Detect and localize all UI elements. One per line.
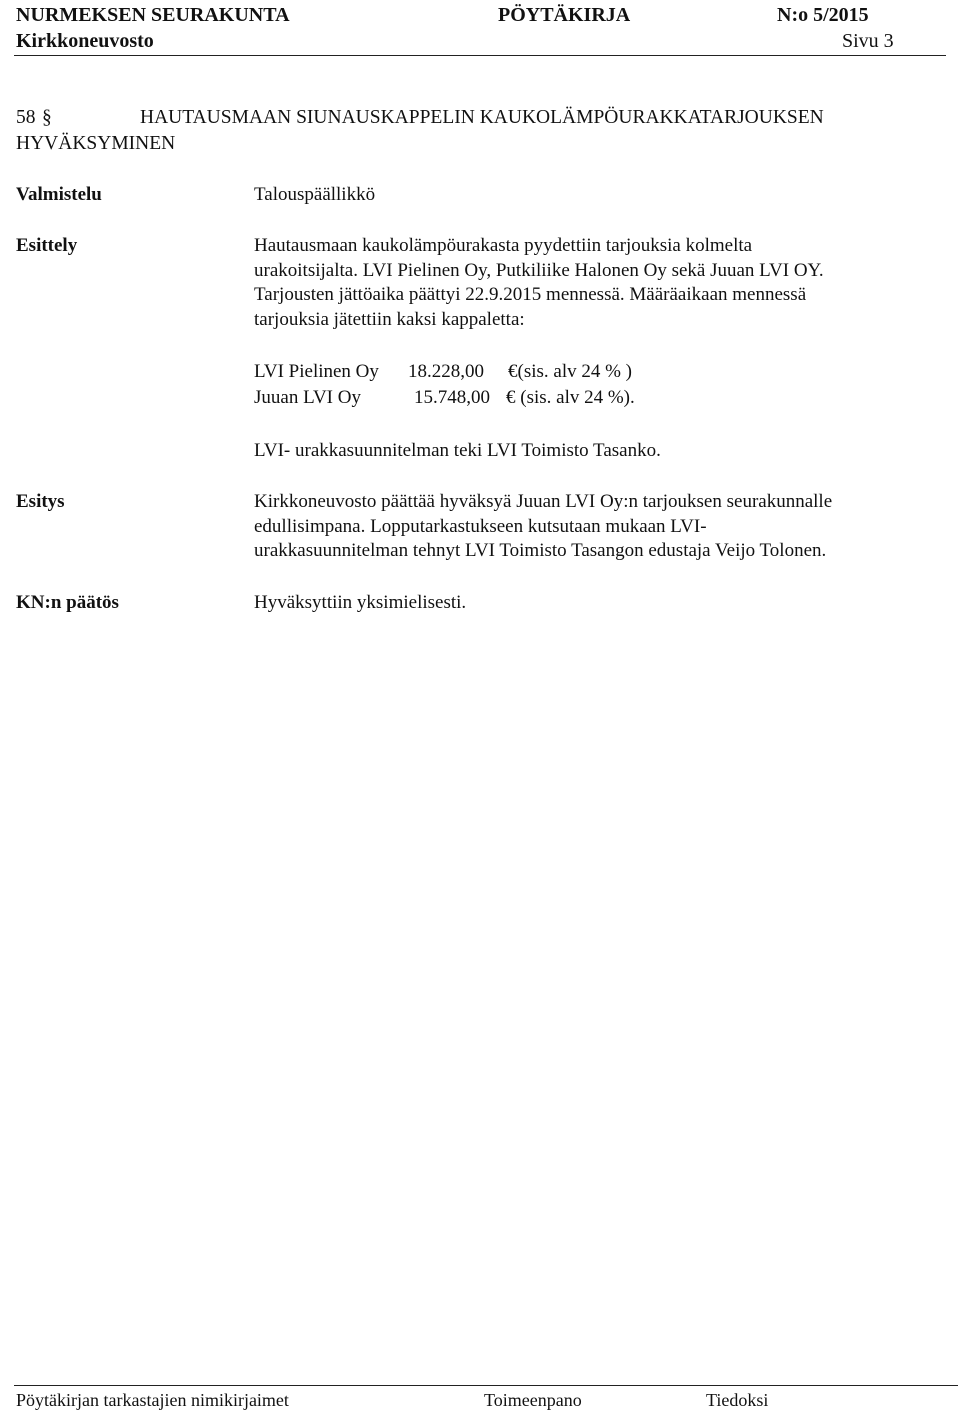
esittely-line-2: urakoitsijalta. LVI Pielinen Oy, Putkiliike Halonen Oy sekä Juuan LVI OY. [254, 259, 824, 281]
paatos-text: Hyväksyttiin yksimielisesti. [254, 592, 467, 613]
bid-2-amount: 15.748,00 [414, 387, 490, 408]
header-divider [14, 55, 946, 56]
footer-implementation: Toimeenpano [484, 1390, 582, 1410]
footer-signatures: Pöytäkirjan tarkastajien nimikirjaimet [16, 1390, 289, 1410]
section-title-line-2: HYVÄKSYMINEN [16, 133, 176, 154]
section-title-line-1: HAUTAUSMAAN SIUNAUSKAPPELIN KAUKOLÄMPÖURAKKATARJOUKSEN [140, 107, 824, 128]
esittely-line-1: Hautausmaan kaukolämpöurakasta pyydettiin tarjouksia kolmelta [254, 235, 753, 256]
esittely-line-3: Tarjousten jättöaika päättyi 22.9.2015 mennessä. Määräaikaan mennessä [254, 284, 807, 305]
esittely-label: Esittely [16, 235, 78, 256]
bid-2-vat: € (sis. alv 24 %). [506, 387, 635, 408]
esitys-line-3: urakkasuunnitelman tehnyt LVI Toimisto Tasangon edustaja Veijo Tolonen. [254, 540, 827, 561]
bid-2-name: Juuan LVI Oy [254, 387, 361, 408]
bid-1-name: LVI Pielinen Oy [254, 361, 379, 382]
section-sign: § [42, 107, 52, 128]
esittely-note: LVI- urakkasuunnitelman teki LVI Toimisto Tasanko. [254, 440, 661, 461]
esitys-line-1: Kirkkoneuvosto päättää hyväksyä Juuan LVI Oy:n tarjouksen seurakunnalle [254, 491, 833, 512]
bid-1-amount: 18.228,00 [408, 361, 484, 382]
section-number: 58 [16, 107, 36, 128]
header-doc-type: PÖYTÄKIRJA [498, 4, 631, 26]
bid-1-vat: €(sis. alv 24 % ) [508, 361, 633, 382]
paatos-label: KN:n päätös [16, 592, 119, 613]
header-body-name: Kirkkoneuvosto [16, 30, 154, 52]
valmistelu-label: Valmistelu [16, 184, 102, 205]
esittely-line-4: tarjouksia jätettiin kaksi kappaletta: [254, 308, 525, 330]
footer-notices: Tiedoksi [706, 1390, 769, 1410]
header-org: NURMEKSEN SEURAKUNTA [16, 4, 290, 26]
valmistelu-text: Talouspäällikkö [254, 184, 376, 205]
header-number: N:o 5/2015 [777, 4, 869, 26]
esitys-line-2: edullisimpana. Lopputarkastukseen kutsutaan mukaan LVI- [254, 515, 707, 537]
footer-divider [14, 1385, 958, 1386]
header-page: Sivu 3 [842, 30, 894, 52]
esitys-label: Esitys [16, 491, 65, 512]
